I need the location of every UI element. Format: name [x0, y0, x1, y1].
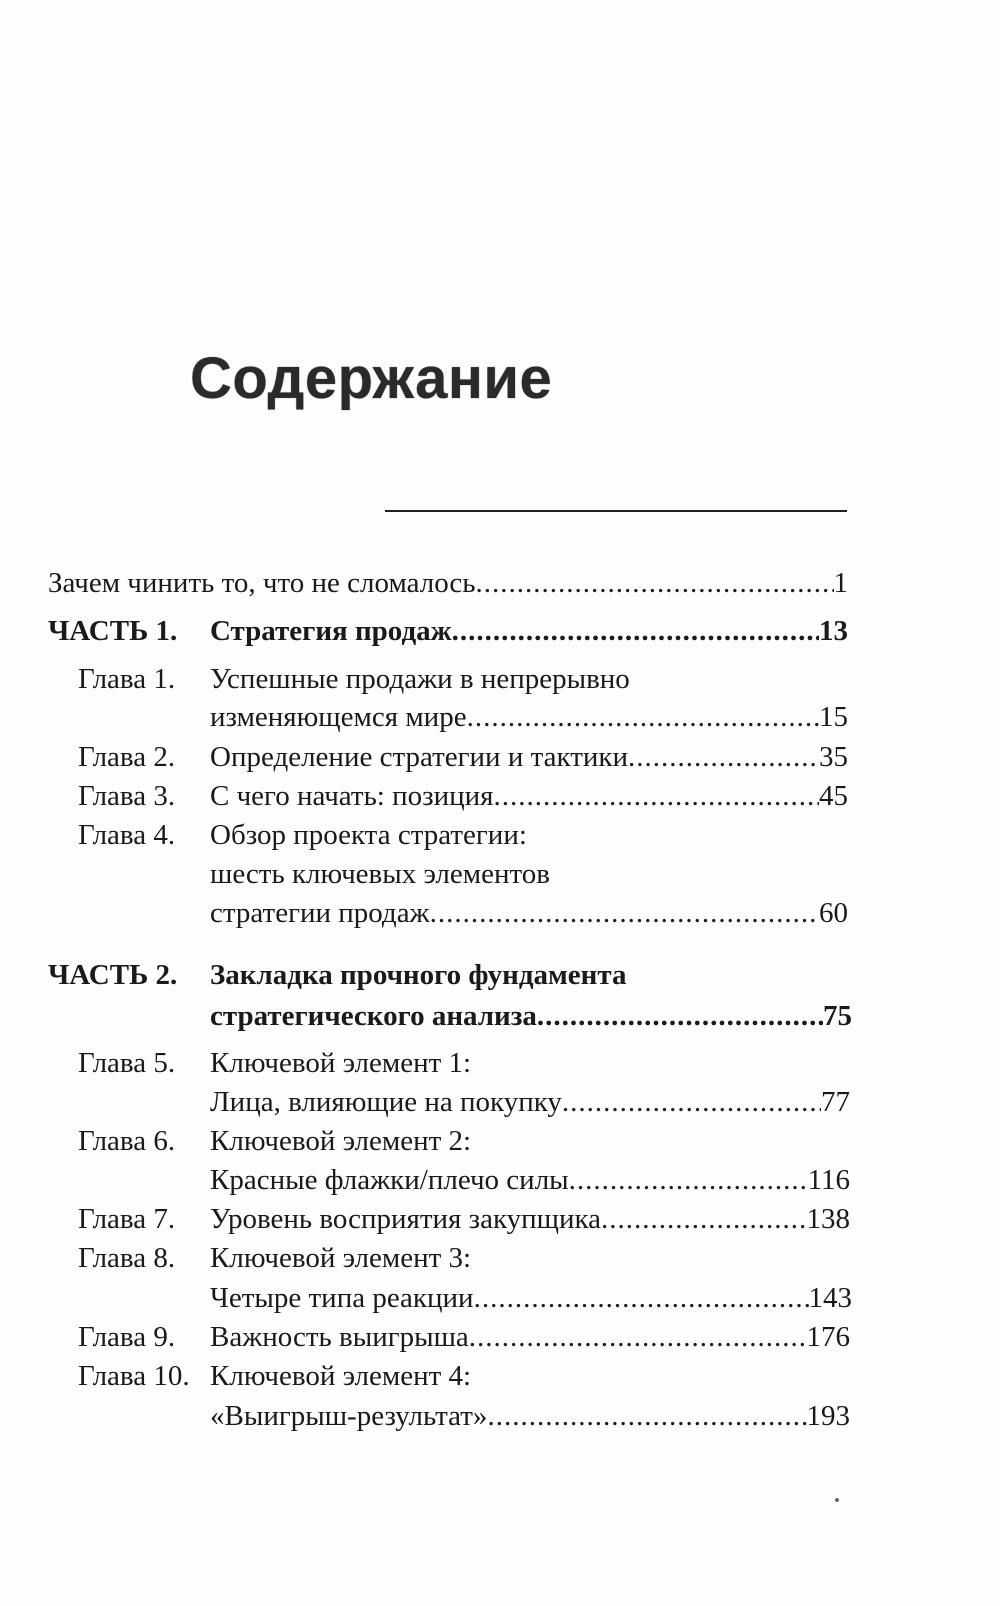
dot-leader: [628, 737, 819, 777]
toc-leader-line: [210, 1396, 850, 1436]
toc-page-number: 143: [808, 1282, 852, 1314]
toc-entry-text: Определение стратегии и тактики: [210, 741, 629, 773]
toc-chapter-7[interactable]: [0, 1199, 1000, 1239]
toc-page-number: 193: [806, 1400, 850, 1432]
toc-entry-text: Четыре типа реакции: [210, 1282, 474, 1314]
toc-entry-text: Успешные продажи в непрерывно: [210, 663, 630, 695]
dot-leader: [452, 611, 819, 651]
toc-leader-line: [210, 1317, 850, 1357]
toc-leader-line: [210, 1199, 850, 1239]
toc-entry-text: С чего начать: позиция: [210, 780, 494, 812]
toc-chapter-5-cont[interactable]: [0, 1082, 1000, 1122]
toc-page-number: 45: [819, 780, 848, 812]
toc-page-number: 1: [833, 567, 848, 599]
toc-entry-text: Красные флажки/плечо силы: [210, 1164, 569, 1196]
toc-page-number: 176: [806, 1321, 850, 1353]
dot-leader: [430, 893, 819, 933]
toc-page-number: 116: [807, 1164, 850, 1196]
chapter-label: Глава 5.: [78, 1047, 176, 1079]
toc-leader-line: [48, 563, 848, 603]
toc-page-number: 75: [823, 1000, 852, 1032]
toc-chapter-8-cont[interactable]: [0, 1278, 1000, 1318]
toc-entry-text: Уровень восприятия закупщика: [210, 1203, 602, 1235]
toc-page-number: 77: [821, 1086, 850, 1118]
print-speck: [835, 1498, 839, 1502]
toc-entry-text: Ключевой элемент 3:: [210, 1242, 472, 1274]
chapter-label: Глава 10.: [78, 1360, 190, 1392]
toc-part-2[interactable]: [0, 955, 1000, 995]
toc-entry-text: Ключевой элемент 1:: [210, 1047, 472, 1079]
toc-chapter-10[interactable]: [0, 1356, 1000, 1396]
page-title: Содержание: [190, 346, 553, 411]
toc-chapter-1[interactable]: [0, 659, 1000, 699]
toc-entry-text: стратегии продаж: [210, 897, 430, 929]
toc-leader-line: [210, 697, 848, 737]
dot-leader: [474, 1278, 809, 1318]
toc-leader-line: [210, 893, 848, 933]
toc-entry-text: «Выигрыш-результат»: [210, 1400, 488, 1432]
toc-chapter-2[interactable]: [0, 737, 1000, 777]
toc-leader-line: [210, 1160, 850, 1200]
dot-leader: [494, 776, 820, 816]
toc-page-number: 15: [819, 701, 848, 733]
toc-chapter-6-cont[interactable]: [0, 1160, 1000, 1200]
toc-entry-text: Закладка прочного фундамента: [210, 959, 627, 991]
toc-leader-line: [210, 776, 848, 816]
chapter-label: Глава 1.: [78, 663, 176, 695]
chapter-label: Глава 4.: [78, 819, 176, 851]
toc-leader-line: [210, 1278, 852, 1318]
toc-chapter-4[interactable]: [0, 815, 1000, 855]
part-label: ЧАСТЬ 2.: [48, 959, 178, 991]
dot-leader: [562, 1082, 821, 1122]
toc-part-2-cont[interactable]: [0, 996, 1000, 1036]
toc-entry-text: Обзор проекта стратегии:: [210, 819, 527, 851]
toc-chapter-1-cont[interactable]: [0, 697, 1000, 737]
toc-page-number: 60: [819, 897, 848, 929]
toc-entry-text: Важность выигрыша: [210, 1321, 469, 1353]
chapter-label: Глава 2.: [78, 741, 176, 773]
toc-chapter-5[interactable]: [0, 1043, 1000, 1083]
dot-leader: [487, 1396, 806, 1436]
toc-chapter-9[interactable]: [0, 1317, 1000, 1357]
toc-leader-line: [210, 1082, 850, 1122]
toc-page-number: 138: [806, 1203, 850, 1235]
toc-leader-line: [210, 611, 848, 651]
toc-entry-text: шесть ключевых элементов: [210, 858, 550, 890]
toc-entry-text: Зачем чинить то, что не сломалось: [48, 567, 476, 599]
toc-entry-text: изменяющемся мире: [210, 701, 467, 733]
toc-page-number: 13: [819, 615, 848, 647]
chapter-label: Глава 6.: [78, 1125, 176, 1157]
toc-chapter-3[interactable]: [0, 776, 1000, 816]
toc-entry-text: Ключевой элемент 2:: [210, 1125, 472, 1157]
toc-entry-text: Лица, влияющие на покупку: [210, 1086, 562, 1118]
toc-part-1[interactable]: [0, 611, 1000, 651]
toc-chapter-8[interactable]: [0, 1238, 1000, 1278]
toc-chapter-4-cont[interactable]: [0, 893, 1000, 933]
chapter-label: Глава 8.: [78, 1242, 176, 1274]
toc-chapter-10-cont[interactable]: [0, 1396, 1000, 1436]
toc-leader-line: [210, 996, 852, 1036]
dot-leader: [476, 563, 834, 603]
toc-chapter-6[interactable]: [0, 1121, 1000, 1161]
dot-leader: [537, 996, 823, 1036]
chapter-label: Глава 7.: [78, 1203, 176, 1235]
chapter-label: Глава 3.: [78, 780, 176, 812]
toc-entry-text: Стратегия продаж: [210, 615, 452, 647]
part-label: ЧАСТЬ 1.: [48, 615, 178, 647]
toc-entry-text: Ключевой элемент 4:: [210, 1360, 472, 1392]
toc-leader-line: [210, 737, 848, 777]
dot-leader: [469, 1317, 807, 1357]
toc-chapter-4-cont[interactable]: [0, 854, 1000, 894]
toc-entry-text: стратегического анализа: [210, 1000, 537, 1032]
toc-entry-intro[interactable]: [0, 563, 1000, 603]
toc-page-number: 35: [819, 741, 848, 773]
dot-leader: [467, 697, 819, 737]
chapter-label: Глава 9.: [78, 1321, 176, 1353]
dot-leader: [569, 1160, 808, 1200]
dot-leader: [601, 1199, 806, 1239]
